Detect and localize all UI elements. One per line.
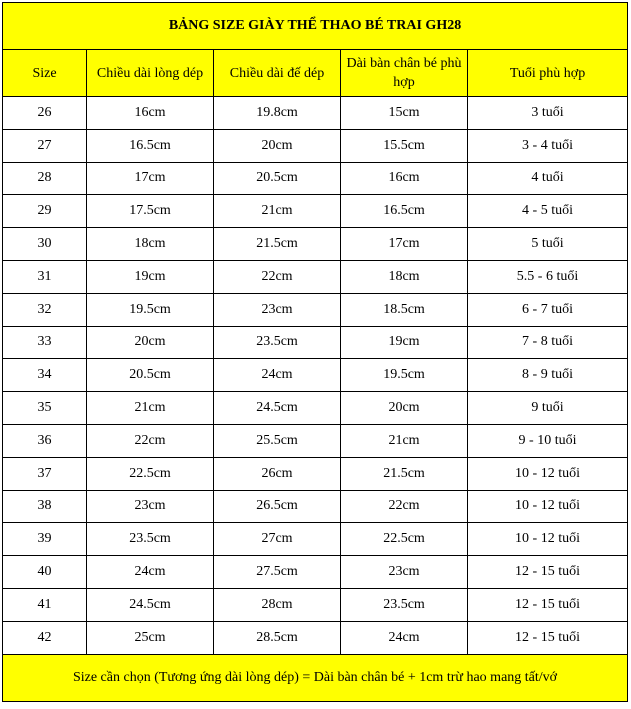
cell-age: 9 tuổi bbox=[468, 392, 628, 425]
cell-sole-length: 25.5cm bbox=[214, 424, 341, 457]
table-row bbox=[3, 260, 628, 293]
cell-age: 12 - 15 tuổi bbox=[468, 588, 628, 621]
cell-size: 26 bbox=[3, 97, 87, 130]
cell-foot-length: 18.5cm bbox=[341, 293, 468, 326]
table-row bbox=[3, 326, 628, 359]
header-sole-length: Chiều dài đế dép bbox=[214, 50, 341, 97]
cell-size: 38 bbox=[3, 490, 87, 523]
cell-age: 9 - 10 tuổi bbox=[468, 424, 628, 457]
cell-size: 33 bbox=[3, 326, 87, 359]
cell-sole-length: 24cm bbox=[214, 359, 341, 392]
cell-size: 40 bbox=[3, 556, 87, 589]
cell-foot-length: 16cm bbox=[341, 162, 468, 195]
table-row bbox=[3, 588, 628, 621]
table-footer-note: Size cần chọn (Tương ứng dài lòng dép) = Dài bàn chân bé + 1cm trừ hao mang tất/vớ bbox=[3, 654, 628, 701]
cell-foot-length: 18cm bbox=[341, 260, 468, 293]
cell-foot-length: 15.5cm bbox=[341, 129, 468, 162]
table-row bbox=[3, 424, 628, 457]
cell-age: 5.5 - 6 tuổi bbox=[468, 260, 628, 293]
cell-insole-length: 21cm bbox=[87, 392, 214, 425]
cell-insole-length: 20cm bbox=[87, 326, 214, 359]
cell-insole-length: 25cm bbox=[87, 621, 214, 654]
cell-sole-length: 27cm bbox=[214, 523, 341, 556]
cell-size: 31 bbox=[3, 260, 87, 293]
cell-foot-length: 15cm bbox=[341, 97, 468, 130]
cell-insole-length: 19.5cm bbox=[87, 293, 214, 326]
cell-age: 12 - 15 tuổi bbox=[468, 556, 628, 589]
table-row bbox=[3, 392, 628, 425]
cell-sole-length: 24.5cm bbox=[214, 392, 341, 425]
cell-size: 27 bbox=[3, 129, 87, 162]
header-row bbox=[3, 50, 628, 97]
table-row bbox=[3, 228, 628, 261]
cell-age: 3 tuổi bbox=[468, 97, 628, 130]
cell-size: 28 bbox=[3, 162, 87, 195]
table-row bbox=[3, 359, 628, 392]
cell-size: 39 bbox=[3, 523, 87, 556]
cell-age: 3 - 4 tuổi bbox=[468, 129, 628, 162]
cell-insole-length: 19cm bbox=[87, 260, 214, 293]
cell-sole-length: 28cm bbox=[214, 588, 341, 621]
cell-foot-length: 22.5cm bbox=[341, 523, 468, 556]
cell-insole-length: 24.5cm bbox=[87, 588, 214, 621]
cell-age: 10 - 12 tuổi bbox=[468, 490, 628, 523]
cell-foot-length: 20cm bbox=[341, 392, 468, 425]
table-row bbox=[3, 97, 628, 130]
cell-age: 12 - 15 tuổi bbox=[468, 621, 628, 654]
table-row bbox=[3, 621, 628, 654]
cell-age: 4 tuổi bbox=[468, 162, 628, 195]
cell-foot-length: 22cm bbox=[341, 490, 468, 523]
header-foot-length: Dài bàn chân bé phù hợp bbox=[341, 50, 468, 97]
cell-foot-length: 17cm bbox=[341, 228, 468, 261]
header-size: Size bbox=[3, 50, 87, 97]
cell-insole-length: 16cm bbox=[87, 97, 214, 130]
cell-size: 32 bbox=[3, 293, 87, 326]
cell-age: 10 - 12 tuổi bbox=[468, 523, 628, 556]
cell-foot-length: 16.5cm bbox=[341, 195, 468, 228]
cell-age: 4 - 5 tuổi bbox=[468, 195, 628, 228]
cell-sole-length: 22cm bbox=[214, 260, 341, 293]
cell-insole-length: 17.5cm bbox=[87, 195, 214, 228]
table-body bbox=[3, 97, 628, 655]
cell-age: 6 - 7 tuổi bbox=[468, 293, 628, 326]
cell-foot-length: 23cm bbox=[341, 556, 468, 589]
cell-size: 36 bbox=[3, 424, 87, 457]
table-row bbox=[3, 195, 628, 228]
size-chart-table bbox=[2, 2, 628, 702]
cell-foot-length: 21.5cm bbox=[341, 457, 468, 490]
cell-foot-length: 19.5cm bbox=[341, 359, 468, 392]
cell-foot-length: 19cm bbox=[341, 326, 468, 359]
cell-sole-length: 20cm bbox=[214, 129, 341, 162]
cell-sole-length: 26cm bbox=[214, 457, 341, 490]
cell-sole-length: 26.5cm bbox=[214, 490, 341, 523]
cell-insole-length: 16.5cm bbox=[87, 129, 214, 162]
cell-insole-length: 22.5cm bbox=[87, 457, 214, 490]
cell-size: 30 bbox=[3, 228, 87, 261]
header-age: Tuổi phù hợp bbox=[468, 50, 628, 97]
cell-foot-length: 24cm bbox=[341, 621, 468, 654]
cell-sole-length: 27.5cm bbox=[214, 556, 341, 589]
cell-sole-length: 21cm bbox=[214, 195, 341, 228]
cell-age: 5 tuổi bbox=[468, 228, 628, 261]
cell-insole-length: 17cm bbox=[87, 162, 214, 195]
cell-age: 7 - 8 tuổi bbox=[468, 326, 628, 359]
cell-insole-length: 18cm bbox=[87, 228, 214, 261]
cell-size: 34 bbox=[3, 359, 87, 392]
cell-sole-length: 20.5cm bbox=[214, 162, 341, 195]
cell-size: 42 bbox=[3, 621, 87, 654]
cell-foot-length: 23.5cm bbox=[341, 588, 468, 621]
cell-size: 35 bbox=[3, 392, 87, 425]
cell-age: 8 - 9 tuổi bbox=[468, 359, 628, 392]
cell-age: 10 - 12 tuổi bbox=[468, 457, 628, 490]
cell-insole-length: 22cm bbox=[87, 424, 214, 457]
header-insole-length: Chiều dài lòng dép bbox=[87, 50, 214, 97]
table-row bbox=[3, 293, 628, 326]
table-row bbox=[3, 129, 628, 162]
cell-size: 37 bbox=[3, 457, 87, 490]
cell-size: 29 bbox=[3, 195, 87, 228]
cell-sole-length: 28.5cm bbox=[214, 621, 341, 654]
table-row bbox=[3, 162, 628, 195]
cell-sole-length: 23cm bbox=[214, 293, 341, 326]
table-row bbox=[3, 490, 628, 523]
cell-insole-length: 24cm bbox=[87, 556, 214, 589]
table-title: BẢNG SIZE GIÀY THỂ THAO BÉ TRAI GH28 bbox=[3, 3, 628, 50]
table-row bbox=[3, 457, 628, 490]
cell-insole-length: 20.5cm bbox=[87, 359, 214, 392]
cell-sole-length: 19.8cm bbox=[214, 97, 341, 130]
cell-sole-length: 23.5cm bbox=[214, 326, 341, 359]
table-row bbox=[3, 556, 628, 589]
cell-size: 41 bbox=[3, 588, 87, 621]
cell-sole-length: 21.5cm bbox=[214, 228, 341, 261]
table-row bbox=[3, 523, 628, 556]
cell-insole-length: 23cm bbox=[87, 490, 214, 523]
cell-foot-length: 21cm bbox=[341, 424, 468, 457]
cell-insole-length: 23.5cm bbox=[87, 523, 214, 556]
